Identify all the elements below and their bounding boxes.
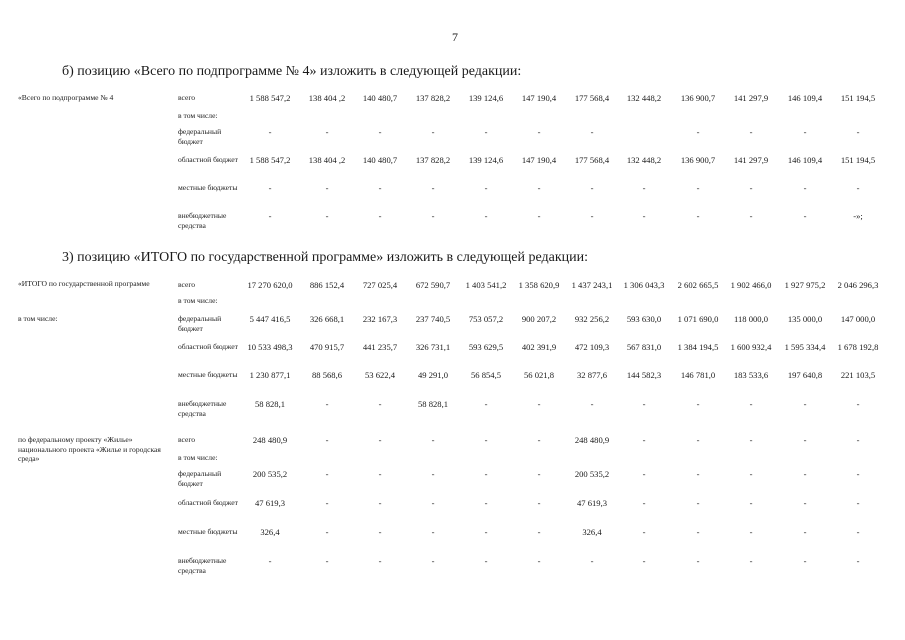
section-b-value-cell: - <box>590 183 594 193</box>
section-b-value-cell: - <box>268 127 272 137</box>
section-3-value-cell: 2 046 296,3 <box>837 280 879 290</box>
section-fed-value-cell: - <box>642 435 646 445</box>
section-fed-value-cell: - <box>537 469 541 479</box>
section-b-value-cell: 151 194,5 <box>840 155 876 165</box>
section-b-value-cell: - <box>484 183 488 193</box>
section-b-row-type: в том числе: <box>178 111 218 120</box>
section-3-value-cell: 567 831,0 <box>626 342 662 352</box>
section-fed-value-cell: 47 619,3 <box>254 498 286 508</box>
section-3-value-cell: - <box>856 399 860 409</box>
section-b-row-type: федеральный бюджет <box>178 127 222 146</box>
section-b-value-cell: - <box>431 211 435 221</box>
section-b-value-cell: 146 109,4 <box>787 93 823 103</box>
section-3-row-type: внебюджетные средства <box>178 399 227 418</box>
section-fed-value-cell: - <box>325 469 329 479</box>
section-b-value-cell: - <box>696 127 700 137</box>
section-3-value-cell: 326 731,1 <box>415 342 451 352</box>
section-b-value-cell: - <box>268 211 272 221</box>
section-b-value-cell: 177 568,4 <box>574 155 610 165</box>
section-3-value-cell: 32 877,6 <box>576 370 608 380</box>
section-b-value-cell: - <box>537 183 541 193</box>
section-3-value-cell: 932 256,2 <box>574 314 610 324</box>
section-3-value-cell: 58 828,1 <box>254 399 286 409</box>
section-3-value-cell: 1 306 043,3 <box>623 280 665 290</box>
section-b-value-cell: - <box>590 127 594 137</box>
section-3-value-cell: 1 437 243,1 <box>571 280 613 290</box>
section-3-value-cell: 5 447 416,5 <box>249 314 291 324</box>
section-fed-value-cell: - <box>325 498 329 508</box>
section-b-value-cell: 177 568,4 <box>574 93 610 103</box>
section-fed-value-cell: - <box>803 498 807 508</box>
section-3-value-cell: 146 781,0 <box>680 370 716 380</box>
section-b-value-cell: - <box>803 183 807 193</box>
section-3-value-cell: - <box>803 399 807 409</box>
section-b-value-cell: - <box>696 183 700 193</box>
section-b-value-cell: - <box>856 127 860 137</box>
section-3-sublabel: в том числе: <box>18 314 58 323</box>
section-b-value-cell: 136 900,7 <box>680 155 716 165</box>
section-3-value-cell: 326 668,1 <box>309 314 345 324</box>
section-fed-value-cell: - <box>378 527 382 537</box>
section-fed-value-cell: - <box>431 527 435 537</box>
section-3-value-cell: 1 595 334,4 <box>784 342 826 352</box>
section-fed-label: по федеральному проекту «Жилье» национального проекта «Жилье и городская среда» <box>18 435 161 463</box>
section-fed-value-cell: - <box>590 556 594 566</box>
section-fed-row-type: в том числе: <box>178 453 218 462</box>
section-3-value-cell: 17 270 620,0 <box>247 280 293 290</box>
section-b-row-type: областной бюджет <box>178 155 238 164</box>
section-b-value-cell: - <box>590 211 594 221</box>
section-b-value-cell: - <box>268 183 272 193</box>
section-fed-value-cell: - <box>696 435 700 445</box>
section-b-value-cell: - <box>431 127 435 137</box>
section-3-value-cell: 1 358 620,9 <box>518 280 560 290</box>
section-fed-value-cell: - <box>696 556 700 566</box>
section-3-value-cell: 58 828,1 <box>417 399 449 409</box>
section-b-value-cell: 139 124,6 <box>468 93 504 103</box>
section-b-value-cell: 140 480,7 <box>362 93 398 103</box>
section-b-value-cell: - <box>378 127 382 137</box>
section-3-value-cell: 470 915,7 <box>309 342 345 352</box>
section-b-value-cell: 132 448,2 <box>626 155 662 165</box>
section-3-row-type: областной бюджет <box>178 342 238 351</box>
section-3-value-cell: - <box>696 399 700 409</box>
page-number: 7 <box>452 30 458 44</box>
section-fed-value-cell: - <box>431 435 435 445</box>
section-3-value-cell: 56 021,8 <box>523 370 555 380</box>
section-fed-value-cell: - <box>803 527 807 537</box>
section-fed-value-cell: - <box>378 435 382 445</box>
section-fed-value-cell: - <box>537 556 541 566</box>
section-fed-value-cell: - <box>484 435 488 445</box>
section-3-value-cell: 49 291,0 <box>417 370 449 380</box>
section-3-value-cell: 1 071 690,0 <box>677 314 719 324</box>
section-fed-value-cell: - <box>484 527 488 537</box>
section-b-value-cell: 146 109,4 <box>787 155 823 165</box>
section-3-value-cell: 1 230 877,1 <box>249 370 291 380</box>
section-3-value-cell: 197 640,8 <box>787 370 823 380</box>
section-b-value-cell: 140 480,7 <box>362 155 398 165</box>
section-fed-value-cell: - <box>856 498 860 508</box>
section-b-value-cell: - <box>537 211 541 221</box>
section-fed-value-cell: - <box>431 498 435 508</box>
section-3-value-cell: 56 854,5 <box>470 370 502 380</box>
section-fed-value-cell: - <box>856 435 860 445</box>
section-fed-value-cell: 248 480,9 <box>574 435 610 445</box>
section-fed-value-cell: - <box>378 469 382 479</box>
section-b-value-cell: 141 297,9 <box>733 155 769 165</box>
section-fed-value-cell: - <box>642 527 646 537</box>
section-fed-row-type: областной бюджет <box>178 498 238 507</box>
section-3-value-cell: 900 207,2 <box>521 314 557 324</box>
section-b-heading: б) позицию «Всего по подпрограмме № 4» изложить в следующей редакции: <box>62 64 522 79</box>
section-fed-value-cell: - <box>856 556 860 566</box>
section-3-value-cell: 1 384 194,5 <box>677 342 719 352</box>
section-fed-row-type: местные бюджеты <box>178 527 238 536</box>
section-fed-value-cell: - <box>484 469 488 479</box>
section-b-value-cell: - <box>749 211 753 221</box>
section-3-label: «ИТОГО по государственной программе <box>18 279 150 288</box>
section-3-value-cell: 593 630,0 <box>626 314 662 324</box>
section-fed-row-type: всего <box>178 435 196 444</box>
section-fed-value-cell: 47 619,3 <box>576 498 608 508</box>
section-fed-value-cell: - <box>484 556 488 566</box>
section-fed-value-cell: - <box>749 469 753 479</box>
section-3-value-cell: 727 025,4 <box>362 280 398 290</box>
section-3-value-cell: 1 927 975,2 <box>784 280 826 290</box>
section-3-row-type: местные бюджеты <box>178 370 238 379</box>
section-b-value-cell: 136 900,7 <box>680 93 716 103</box>
section-fed-value-cell: - <box>696 498 700 508</box>
section-3-value-cell: 53 622,4 <box>364 370 396 380</box>
section-b-row-type: местные бюджеты <box>178 183 238 192</box>
section-fed-value-cell: - <box>378 498 382 508</box>
section-fed-value-cell: - <box>856 527 860 537</box>
section-fed-value-cell: - <box>537 498 541 508</box>
section-b-value-cell: 138 404 ,2 <box>308 93 346 103</box>
section-fed-value-cell: - <box>325 435 329 445</box>
section-3-value-cell: 886 152,4 <box>309 280 345 290</box>
section-fed-value-cell: 326,4 <box>260 527 280 537</box>
section-3-value-cell: - <box>378 399 382 409</box>
section-3-value-cell: 472 109,3 <box>574 342 610 352</box>
section-fed-value-cell: - <box>749 556 753 566</box>
section-b-value-cell: - <box>537 127 541 137</box>
section-3-heading: 3) позицию «ИТОГО по государственной программе» изложить в следующей редакции: <box>62 250 588 265</box>
section-b-value-cell: 141 297,9 <box>733 93 769 103</box>
section-3-value-cell: 2 602 665,5 <box>677 280 719 290</box>
section-b-value-cell: - <box>431 183 435 193</box>
section-fed-row-type: внебюджетные средства <box>178 556 227 575</box>
section-3-value-cell: 221 103,5 <box>840 370 876 380</box>
section-b-value-cell: - <box>484 127 488 137</box>
section-b-value-cell: 1 588 547,2 <box>249 93 291 103</box>
section-b-value-cell: - <box>378 183 382 193</box>
section-fed-value-cell: - <box>803 469 807 479</box>
section-b-value-cell: 137 828,2 <box>415 93 451 103</box>
section-fed-value-cell: 200 535,2 <box>252 469 288 479</box>
section-b-value-cell: - <box>749 183 753 193</box>
section-3-value-cell: 232 167,3 <box>362 314 398 324</box>
section-b-value-cell: - <box>642 211 646 221</box>
section-b-value-cell: 147 190,4 <box>521 155 557 165</box>
section-fed-value-cell: 200 535,2 <box>574 469 610 479</box>
section-b-value-cell: - <box>803 211 807 221</box>
section-fed-value-cell: - <box>484 498 488 508</box>
section-b-value-cell: - <box>696 211 700 221</box>
section-3-value-cell: 1 678 192,8 <box>837 342 879 352</box>
section-3-value-cell: 10 533 498,3 <box>247 342 293 352</box>
section-3-value-cell: 144 582,3 <box>626 370 662 380</box>
section-b-value-cell: -»; <box>853 211 863 221</box>
section-3-value-cell: 441 235,7 <box>362 342 398 352</box>
section-fed-value-cell: - <box>749 527 753 537</box>
section-b-value-cell: 137 828,2 <box>415 155 451 165</box>
section-3-row-type: всего <box>178 280 196 289</box>
section-3-row-type: федеральный бюджет <box>178 314 222 333</box>
section-3-value-cell: 1 600 932,4 <box>730 342 772 352</box>
section-3-value-cell: - <box>325 399 329 409</box>
section-fed-value-cell: - <box>856 469 860 479</box>
section-fed-value-cell: 248 480,9 <box>252 435 288 445</box>
section-fed-value-cell: - <box>378 556 382 566</box>
section-3-value-cell: 1 403 541,2 <box>465 280 507 290</box>
section-fed-value-cell: - <box>642 469 646 479</box>
section-b-value-cell: - <box>749 127 753 137</box>
section-fed-value-cell: - <box>749 498 753 508</box>
section-3-value-cell: - <box>537 399 541 409</box>
section-3-value-cell: - <box>642 399 646 409</box>
section-fed-value-cell: - <box>803 556 807 566</box>
section-b-value-cell: - <box>325 127 329 137</box>
section-b-value-cell: 138 404 ,2 <box>308 155 346 165</box>
section-3-value-cell: - <box>749 399 753 409</box>
section-fed-value-cell: - <box>537 435 541 445</box>
section-fed-value-cell: - <box>642 556 646 566</box>
section-b-value-cell: 1 588 547,2 <box>249 155 291 165</box>
section-b-label: «Всего по подпрограмме № 4 <box>18 93 114 102</box>
section-fed-value-cell: - <box>642 498 646 508</box>
section-3-value-cell: 402 391,9 <box>521 342 557 352</box>
section-b-value-cell: - <box>484 211 488 221</box>
section-b-value-cell: - <box>325 211 329 221</box>
section-b-value-cell: - <box>378 211 382 221</box>
section-fed-value-cell: - <box>431 469 435 479</box>
section-b-value-cell: 139 124,6 <box>468 155 504 165</box>
section-3-value-cell: 183 533,6 <box>733 370 769 380</box>
section-3-value-cell: 147 000,0 <box>840 314 876 324</box>
section-3-value-cell: - <box>590 399 594 409</box>
section-fed-value-cell: - <box>749 435 753 445</box>
section-3-value-cell: 672 590,7 <box>415 280 451 290</box>
section-b-value-cell: - <box>325 183 329 193</box>
section-fed-value-cell: - <box>325 527 329 537</box>
section-fed-row-type: федеральный бюджет <box>178 469 222 488</box>
section-b-value-cell: - <box>856 183 860 193</box>
section-b-value-cell: 132 448,2 <box>626 93 662 103</box>
section-3-value-cell: 753 057,2 <box>468 314 504 324</box>
section-fed-value-cell: - <box>268 556 272 566</box>
section-3-value-cell: - <box>484 399 488 409</box>
section-3-value-cell: 135 000,0 <box>787 314 823 324</box>
section-b-row-type: всего <box>178 93 196 102</box>
section-b-value-cell: 151 194,5 <box>840 93 876 103</box>
section-fed-value-cell: 326,4 <box>582 527 602 537</box>
section-b-row-type: внебюджетные средства <box>178 211 227 230</box>
section-3-value-cell: 593 629,5 <box>468 342 504 352</box>
section-b-value-cell: - <box>803 127 807 137</box>
section-3-row-type: в том числе: <box>178 296 218 305</box>
section-3-value-cell: 237 740,5 <box>415 314 451 324</box>
section-fed-value-cell: - <box>537 527 541 537</box>
section-b-value-cell: - <box>642 183 646 193</box>
section-3-value-cell: 88 568,6 <box>311 370 343 380</box>
section-3-value-cell: 1 902 466,0 <box>730 280 772 290</box>
section-fed-value-cell: - <box>803 435 807 445</box>
section-fed-value-cell: - <box>696 527 700 537</box>
section-b-value-cell: 147 190,4 <box>521 93 557 103</box>
section-fed-value-cell: - <box>696 469 700 479</box>
section-fed-value-cell: - <box>431 556 435 566</box>
section-fed-value-cell: - <box>325 556 329 566</box>
section-3-value-cell: 118 000,0 <box>733 314 769 324</box>
